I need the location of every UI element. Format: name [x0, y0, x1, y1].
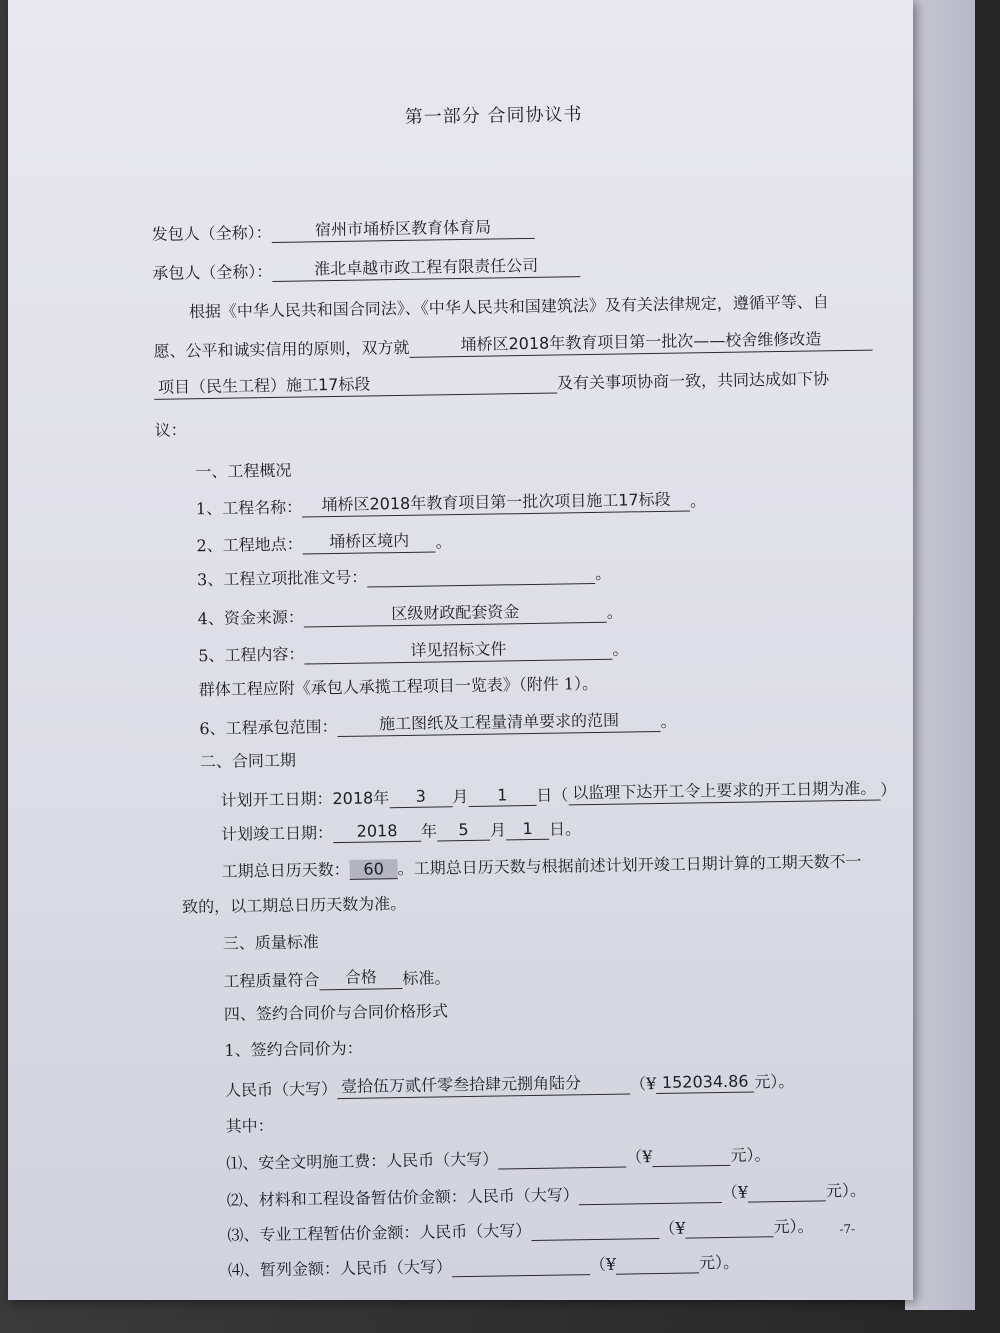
- end-month: 5: [437, 820, 490, 842]
- specialty-estimate-words-blank: [531, 1218, 659, 1241]
- material-estimate-row: [227, 1178, 867, 1211]
- contract-price-row: [225, 1067, 795, 1101]
- next-page-edge: [905, 0, 975, 1310]
- approval-label: 3、工程立项批准文号：: [196, 567, 368, 590]
- end-date-period: 。: [564, 819, 582, 839]
- provisional-sum-yen: （¥: [589, 1254, 617, 1275]
- section1-heading: 一、工程概况: [195, 460, 292, 482]
- start-month-unit: 月: [452, 786, 469, 807]
- safety-fee-yen: （¥: [626, 1147, 653, 1167]
- start-note-open: （: [552, 785, 569, 805]
- project-name-label: 1、工程名称：: [195, 497, 303, 519]
- among-label: 其中：: [225, 1116, 274, 1136]
- specialty-estimate-yuan: 元）。: [773, 1216, 814, 1237]
- section3-heading: 三、质量标准: [222, 932, 319, 953]
- scope-period: 。: [660, 711, 677, 731]
- project-content-value: 详见招标文件: [304, 635, 612, 665]
- start-date-note: 以监理下达开工令上要求的开工日期为准。: [568, 776, 880, 806]
- total-days-note-2: 致的，以工期总日历天数为准。: [182, 893, 407, 917]
- approval-period: 。: [595, 563, 612, 583]
- scope-value: 施工图纸及工程量清单要求的范围: [337, 707, 660, 737]
- start-day: 1: [468, 785, 536, 807]
- fund-source-period: 。: [606, 602, 623, 622]
- end-date-label: 计划竣工日期：: [220, 823, 334, 844]
- section2-heading: 二、合同工期: [199, 750, 297, 772]
- safety-fee-label: ⑴、安全文明施工费：人民币（大写）: [226, 1149, 499, 1173]
- rmb-num-suffix: 元）。: [754, 1071, 795, 1092]
- document-page: [8, 0, 913, 1300]
- project-location-label: 2、工程地点：: [196, 534, 303, 556]
- end-day-unit: 日: [548, 819, 566, 839]
- quality-label: 工程质量符合: [223, 970, 320, 991]
- project-location-row: [196, 527, 452, 556]
- material-estimate-words-blank: [579, 1182, 722, 1205]
- contractor-value: 淮北卓越市政工程有限责任公司: [272, 252, 580, 282]
- intro-line-2: [153, 326, 872, 362]
- project-content-row: [198, 634, 629, 666]
- intro-line-3-text: 及有关事项协商一致，共同达成如下协: [556, 369, 830, 393]
- material-estimate-yen: （¥: [721, 1182, 749, 1203]
- end-date-row: [221, 816, 581, 845]
- employer-value: 宿州市埇桥区教育体育局: [271, 214, 534, 243]
- scope-label: 6、工程承包范围：: [199, 717, 338, 739]
- rmb-amount-words: 壹拾伍万贰仟零叁拾肆元捌角陆分: [337, 1069, 630, 1099]
- provisional-sum-label: ⑷、暂列金额：人民币（大写）: [227, 1257, 453, 1280]
- start-date-row: [220, 775, 896, 811]
- approval-blank: [367, 563, 595, 588]
- fund-source-label: 4、资金来源：: [197, 607, 305, 629]
- total-days-value: 60: [350, 859, 398, 880]
- fund-source-row: [197, 598, 623, 630]
- end-month-unit: 月: [489, 820, 507, 840]
- rmb-amount-number: 152034.86: [656, 1072, 754, 1095]
- start-year-unit: 年: [373, 788, 390, 808]
- provisional-sum-words-blank: [452, 1254, 590, 1277]
- safety-fee-number-blank: [652, 1145, 730, 1167]
- project-name-row: [196, 486, 707, 519]
- total-days-label: 工期总日历天数：: [221, 859, 350, 881]
- project-name-value: 埇桥区2018年教育项目第一批次项目施工17标段: [302, 486, 690, 517]
- total-days-note: 。工期总日历天数与根据前述计划开竣工日期计算的工期天数不一: [397, 851, 862, 879]
- page-title: 第一部分 合同协议书: [404, 104, 583, 128]
- rmb-label: 人民币（大写）: [224, 1079, 338, 1100]
- project-name-part1: 埇桥区2018年教育项目第一批次——校舍维修改造: [409, 326, 872, 358]
- scope-row: [199, 707, 677, 739]
- intro-line-4: 议：: [154, 420, 187, 440]
- section4-heading: 四、签约合同价与合同价格形式: [223, 1001, 449, 1024]
- contractor-label: 承包人（全称）：: [152, 261, 273, 283]
- end-year-unit: 年: [420, 821, 438, 841]
- specialty-estimate-row: [227, 1214, 814, 1246]
- specialty-estimate-yen: （¥: [659, 1218, 686, 1239]
- intro-line-3: [154, 364, 829, 400]
- safety-fee-yuan: 元）。: [730, 1145, 771, 1165]
- safety-fee-row: [226, 1142, 771, 1174]
- quality-row: [223, 963, 450, 992]
- project-name-period: 。: [689, 491, 707, 511]
- project-location-period: 。: [435, 532, 452, 552]
- project-content-label: 5、工程内容：: [198, 644, 305, 666]
- document-content: [8, 0, 913, 1300]
- provisional-sum-yuan: 元）。: [698, 1252, 740, 1273]
- total-days-row: [221, 849, 861, 882]
- start-month: 3: [389, 786, 452, 808]
- group-project-note: 群体工程应附《承包人承揽工程项目一览表》（附件 1）。: [198, 673, 599, 700]
- intro-line-1: 根据《中华人民共和国合同法》、《中华人民共和国建筑法》及有关法律规定，遵循平等、自: [188, 292, 829, 322]
- employer-row: [151, 214, 534, 245]
- start-date-label: 计划开工日期：: [220, 789, 333, 810]
- project-content-period: 。: [612, 639, 629, 659]
- end-day: 1: [506, 819, 549, 841]
- employer-label: 发包人（全称）：: [151, 222, 272, 244]
- material-estimate-number-blank: [748, 1180, 826, 1202]
- intro-line-2-text: 愿、公平和诚实信用的原则，双方就: [153, 337, 410, 361]
- rmb-num-prefix: （¥: [629, 1074, 657, 1094]
- project-location-value: 埇桥区境内: [302, 527, 435, 554]
- start-year: 2018: [332, 788, 374, 809]
- material-estimate-yuan: 元）。: [825, 1180, 867, 1201]
- page-number: -7-: [839, 1221, 856, 1237]
- contractor-row: [152, 252, 580, 284]
- safety-fee-words-blank: [498, 1147, 626, 1170]
- start-day-unit: 日: [536, 785, 553, 805]
- quality-post: 标准。: [402, 968, 451, 989]
- quality-value: 合格: [319, 964, 402, 990]
- specialty-estimate-number-blank: [685, 1216, 773, 1238]
- fund-source-value: 区级财政配套资金: [304, 598, 607, 628]
- end-year: 2018: [333, 821, 421, 843]
- provisional-sum-number-blank: [616, 1252, 699, 1274]
- specialty-estimate-label: ⑶、专业工程暂估价金额：人民币（大写）: [227, 1221, 532, 1245]
- approval-row: [197, 561, 612, 591]
- provisional-sum-row: [228, 1250, 740, 1281]
- material-estimate-label: ⑵、材料和工程设备暂估价金额：人民币（大写）: [226, 1185, 579, 1210]
- contract-price-subheading: 1、签约合同价为：: [224, 1038, 363, 1060]
- project-name-part2: 项目（民生工程）施工17标段: [154, 369, 557, 400]
- start-note-close: ）: [880, 780, 897, 800]
